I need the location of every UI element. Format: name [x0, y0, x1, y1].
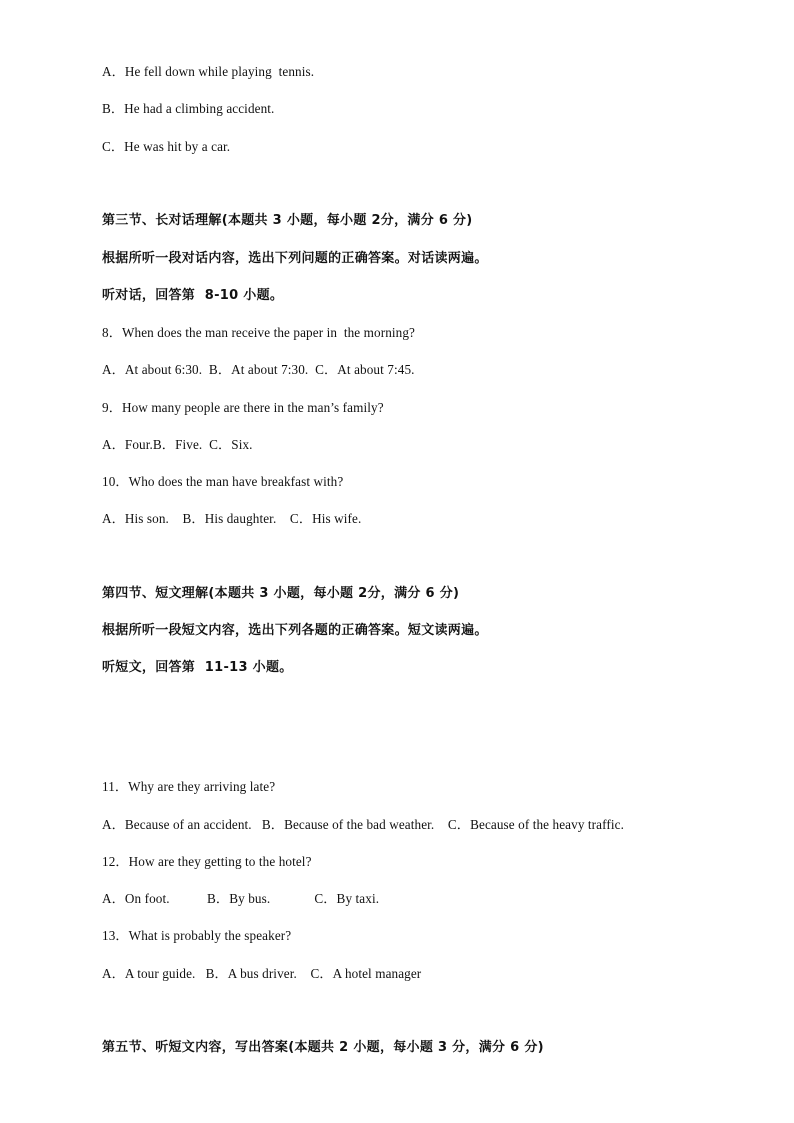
section-3-instruction: 根据所听一段对话内容，选出下列问题的正确答案。对话读两遍。: [102, 251, 488, 266]
question-13: 13．What is probably the speaker?: [102, 928, 292, 943]
section-4-instruction: 根据所听一段短文内容，选出下列各题的正确答案。短文读两遍。: [102, 623, 488, 638]
question-8-options: A．At about 6:30. B．At about 7:30. C．At about 7:45.: [102, 362, 415, 377]
question-12: 12．How are they getting to the hotel?: [102, 854, 312, 869]
option-7b: B．He had a climbing accident.: [102, 101, 275, 116]
question-10-options: A．His son. B．His daughter. C．His wife.: [102, 511, 362, 526]
option-7a: A．He fell down while playing tennis.: [102, 64, 315, 79]
question-9-options: A．Four.B．Five. C．Six.: [102, 437, 253, 452]
question-11-options: A．Because of an accident. B．Because of the bad weather. C．Because of the heavy traffic.: [102, 817, 624, 832]
section-3-subinstruction: 听对话，回答第 8-10 小题。: [102, 288, 284, 303]
option-7c: C．He was hit by a car.: [102, 139, 231, 154]
question-12-options: A．On foot. B．By bus. C．By taxi.: [102, 891, 380, 906]
question-9: 9．How many people are there in the man’s family?: [102, 400, 384, 415]
section-3-heading: 第三节、长对话理解(本题共 3 小题，每小题 2分，满分 6 分): [102, 213, 473, 228]
section-4-subinstruction: 听短文，回答第 11-13 小题。: [102, 660, 293, 675]
question-13-options: A．A tour guide. B．A bus driver. C．A hotel manager: [102, 966, 422, 981]
question-10: 10．Who does the man have breakfast with?: [102, 474, 344, 489]
section-5-heading: 第五节、听短文内容，写出答案(本题共 2 小题，每小题 3 分，满分 6 分): [102, 1040, 544, 1055]
question-11: 11．Why are they arriving late?: [102, 779, 276, 794]
section-4-heading: 第四节、短文理解(本题共 3 小题，每小题 2分，满分 6 分): [102, 586, 460, 601]
question-8: 8．When does the man receive the paper in the morning?: [102, 325, 415, 340]
